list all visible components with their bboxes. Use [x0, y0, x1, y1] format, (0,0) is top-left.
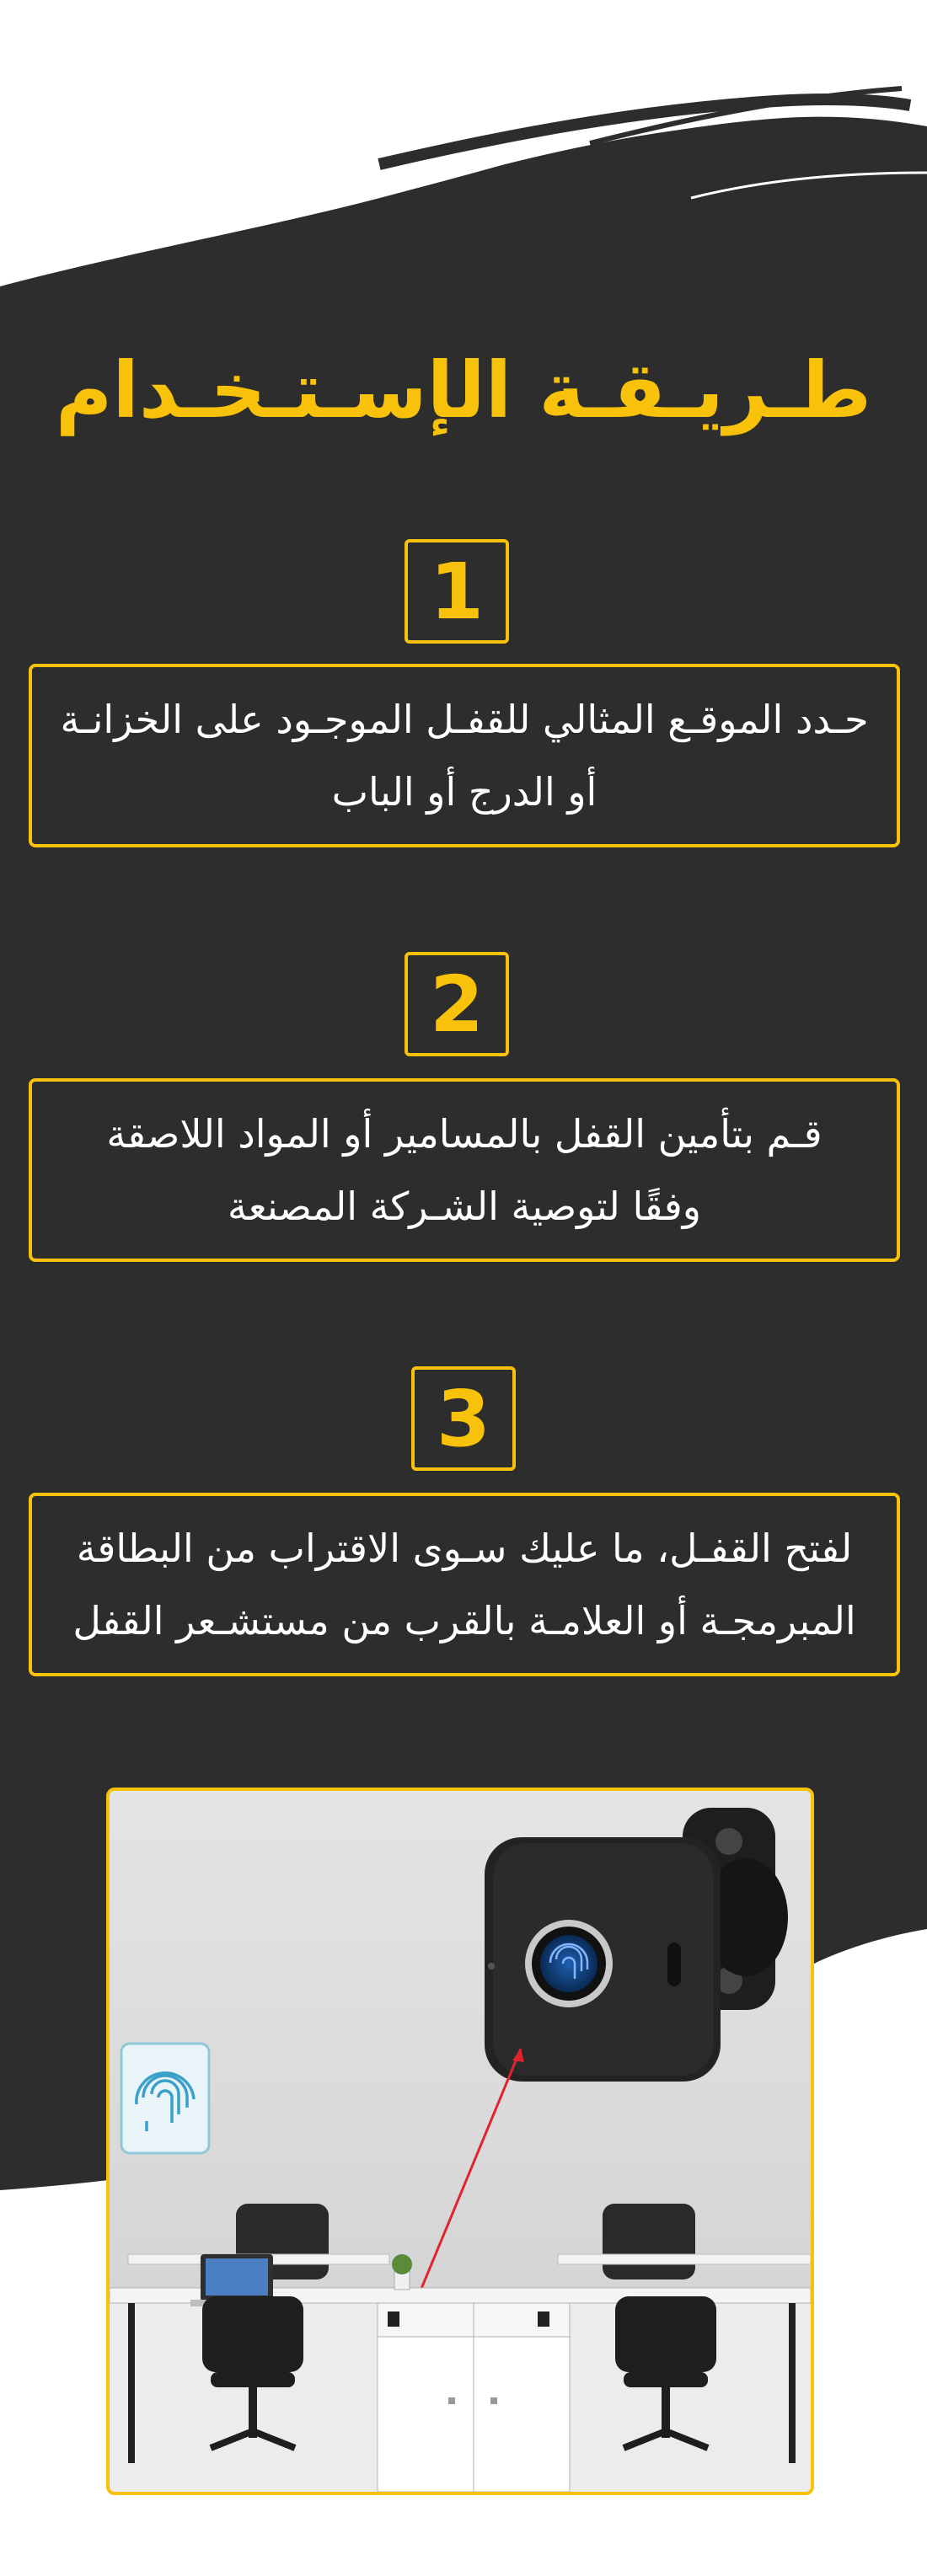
step-2-number: 2: [405, 952, 509, 1056]
step-1-text: [60, 683, 868, 828]
product-illustration: [110, 1791, 811, 2492]
step-3-text: [72, 1512, 855, 1657]
step-1-line1: حـدد الموقـع المثالي للقفـل الموجـود على الخزانـة: [60, 697, 869, 742]
step-2-line2: وفقًا لتوصية الشـركة المصنعة: [228, 1184, 701, 1229]
step-3-box: [29, 1493, 900, 1676]
step-2-box: [29, 1078, 900, 1262]
page-title: طـريـقـة الإسـتـخـدام: [55, 345, 872, 436]
step-1-box: [29, 664, 900, 847]
step-1-number: 1: [405, 539, 509, 644]
step-3-number: 3: [411, 1366, 516, 1471]
step-1-line2: أو الدرج أو الباب: [331, 769, 597, 815]
step-3-line1: لفتح القفـل، ما عليك سـوى الاقتراب من البطاقة: [76, 1526, 853, 1571]
step-2-line1: قـم بتأمين القفل بالمسامير أو المواد اللاصقة: [106, 1111, 823, 1157]
product-photo: [106, 1788, 814, 2495]
step-3-line2: المبرمجـة أو العلامـة بالقرب من مستشـعر القفل: [72, 1598, 856, 1643]
fingerprint-icon: [121, 2044, 209, 2153]
step-2-text: [106, 1098, 822, 1243]
